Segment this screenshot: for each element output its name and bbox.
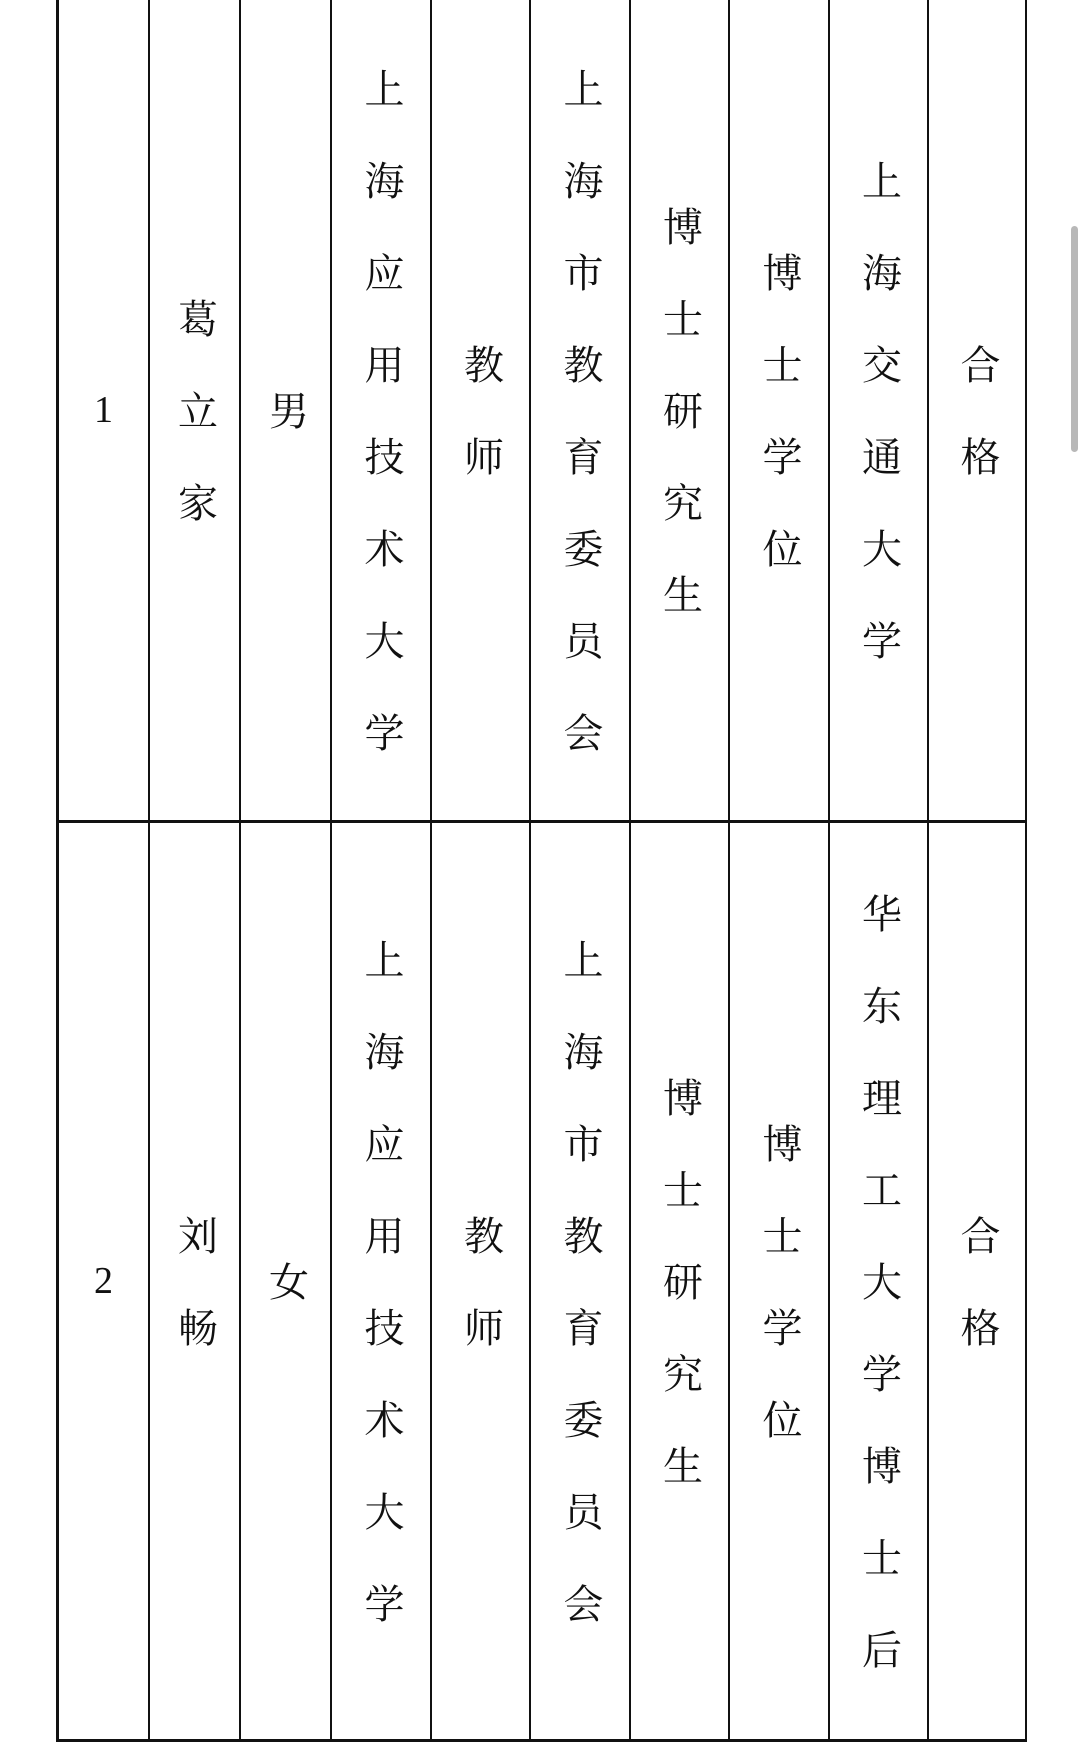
records-table (56, 0, 1024, 1742)
authority-value: 上海市教育委员会 (557, 939, 603, 1675)
institution-value: 华东理工大学博士后 (855, 893, 902, 1721)
employer-value: 上海应用技术大学 (358, 68, 404, 804)
index-cell (59, 823, 150, 1739)
index-cell (59, 0, 150, 820)
position-value: 教师 (457, 1215, 504, 1399)
gender-cell (241, 0, 332, 820)
position-cell (432, 823, 531, 1739)
position-value: 教师 (457, 344, 504, 528)
degree-cell (730, 0, 830, 820)
table-row (59, 0, 1027, 823)
education-value: 博士研究生 (656, 206, 703, 666)
result-value: 合格 (954, 1215, 1000, 1399)
education-value: 博士研究生 (656, 1077, 703, 1537)
name-cell (150, 823, 241, 1739)
gender-cell (241, 823, 332, 1739)
table-row (59, 823, 1027, 1742)
name-cell (150, 0, 241, 820)
authority-cell (531, 823, 631, 1739)
education-cell (631, 823, 730, 1739)
result-cell (929, 823, 1027, 1739)
degree-value: 博士学位 (756, 1123, 802, 1491)
position-cell (432, 0, 531, 820)
institution-value: 上海交通大学 (855, 160, 902, 712)
index-value: 1 (94, 389, 113, 431)
name-value: 刘畅 (171, 1215, 218, 1399)
institution-cell (830, 823, 929, 1739)
name-value: 葛立家 (171, 298, 218, 574)
gender-value: 男 (262, 390, 309, 482)
gender-value: 女 (262, 1261, 309, 1353)
scrollbar[interactable] (1071, 226, 1078, 452)
degree-cell (730, 823, 830, 1739)
result-value: 合格 (954, 344, 1000, 528)
degree-value: 博士学位 (756, 252, 802, 620)
employer-cell (332, 0, 432, 820)
employer-cell (332, 823, 432, 1739)
authority-value: 上海市教育委员会 (557, 68, 603, 804)
institution-cell (830, 0, 929, 820)
authority-cell (531, 0, 631, 820)
education-cell (631, 0, 730, 820)
result-cell (929, 0, 1027, 820)
index-value: 2 (94, 1260, 113, 1302)
employer-value: 上海应用技术大学 (358, 939, 404, 1675)
